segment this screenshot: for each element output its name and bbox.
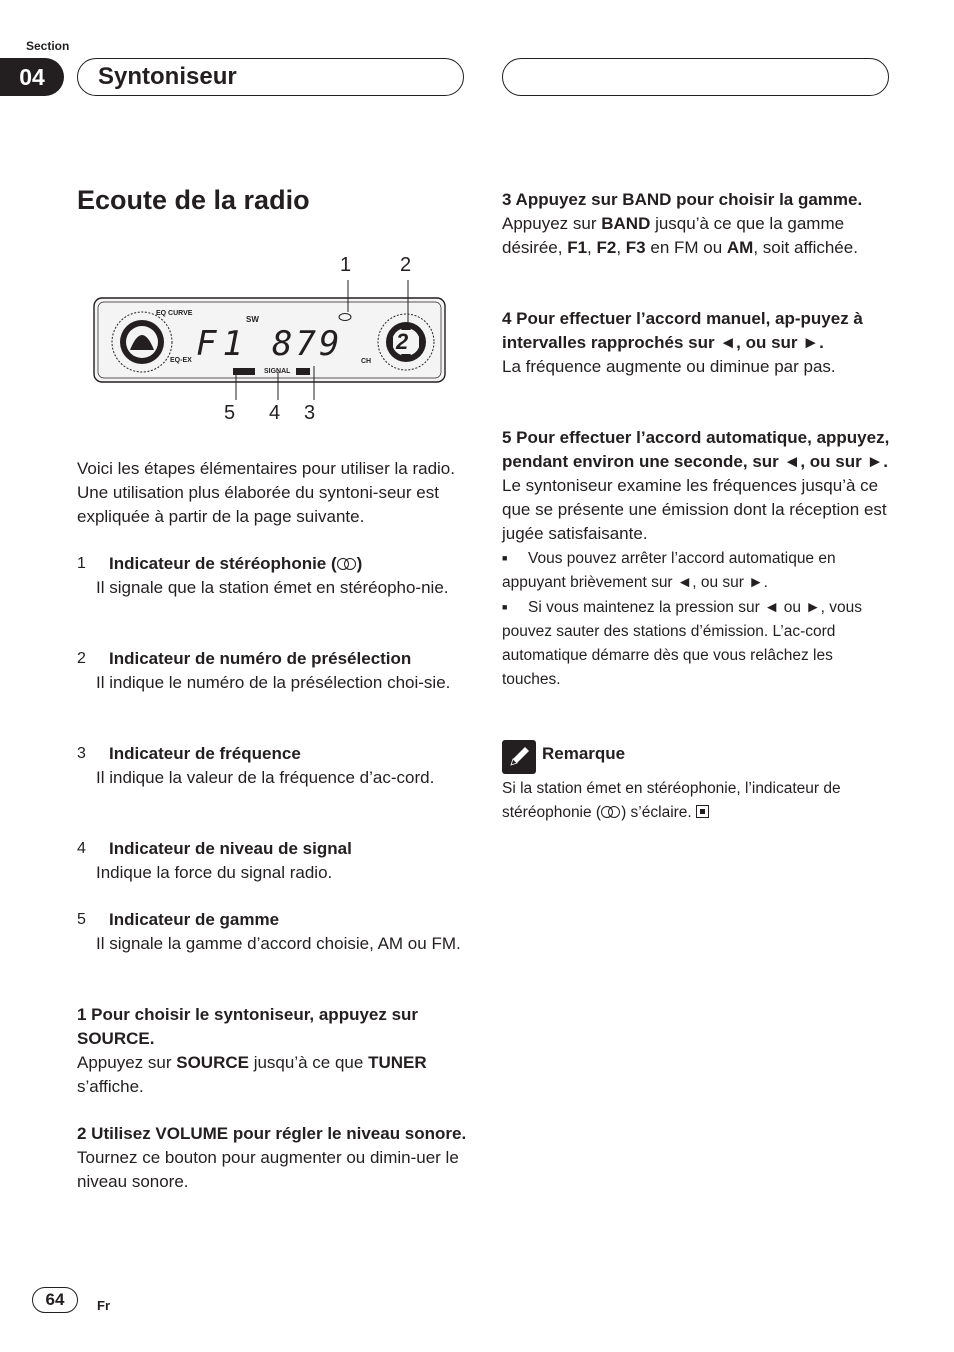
- eq-ex-label: EQ-EX: [170, 357, 192, 364]
- indicator-5-number: 5: [77, 911, 86, 928]
- stereo-icon: [601, 806, 621, 818]
- frequency-indicator: 879: [272, 324, 343, 364]
- eq-curve-label: EQ CURVE: [156, 310, 193, 317]
- step-2-heading: 2 Utilisez VOLUME pour régler le niveau sonore.: [77, 1124, 467, 1143]
- indicator-5: [77, 908, 467, 956]
- indicator-5-desc: Il signale la gamme d’accord choisie, AM ou FM.: [96, 934, 461, 953]
- section-number: 04: [0, 58, 64, 96]
- indicator-3: [77, 742, 467, 790]
- callout-5: 5: [224, 402, 236, 424]
- indicator-4: [77, 837, 467, 885]
- indicator-1-title: Indicateur de stéréophonie (: [109, 554, 337, 573]
- callout-4: 4: [269, 402, 281, 424]
- step-5-bullet-2: ■ Si vous maintenez la pression sur ◄ ou ►, vous pouvez sauter des stations d’émission. L’ac-cord automatique démarre dès que vous relâchez les touches.: [502, 595, 894, 692]
- callout-1: 1: [340, 254, 352, 276]
- step-3-heading: 3 Appuyez sur BAND pour choisir la gamme.: [502, 190, 863, 209]
- indicator-2-title: Indicateur de numéro de présélection: [109, 649, 412, 668]
- step-1-heading: 1 Pour choisir le syntoniseur, appuyez sur SOURCE.: [77, 1005, 419, 1048]
- step-4-body: La fréquence augmente ou diminue par pas.: [502, 357, 836, 376]
- indicator-1-title-end: ): [356, 554, 363, 573]
- chapter-title: Syntoniseur: [98, 63, 237, 90]
- page-title: Ecoute de la radio: [77, 185, 310, 215]
- chapter-title-frame: [77, 58, 464, 96]
- step-5: [502, 426, 894, 692]
- ch-label: CH: [361, 358, 372, 365]
- step-1: [77, 1003, 467, 1099]
- section-label: Section: [26, 39, 70, 53]
- note-label: Remarque: [542, 744, 626, 763]
- end-mark-icon: [696, 805, 709, 818]
- sw-label: SW: [246, 315, 259, 324]
- stereo-icon: [337, 558, 357, 570]
- indicator-3-title: Indicateur de fréquence: [109, 744, 301, 763]
- note-pencil-icon: [502, 740, 536, 774]
- band-indicator: F1: [196, 324, 249, 364]
- step-4: [502, 307, 894, 379]
- indicator-1: [77, 552, 467, 600]
- indicator-3-number: 3: [77, 745, 86, 762]
- note-text: [502, 777, 894, 825]
- indicator-1-number: 1: [77, 555, 86, 572]
- indicator-5-title: Indicateur de gamme: [109, 910, 280, 929]
- step-2: [77, 1122, 467, 1194]
- indicator-1-desc: Il signale que la station émet en stéréopho-nie.: [96, 578, 449, 597]
- step-4-heading: 4 Pour effectuer l’accord manuel, ap-puyez à intervalles rapprochés sur ◄, ou sur ►.: [502, 309, 863, 352]
- indicator-2: [77, 647, 467, 695]
- preset-indicator: 2: [396, 329, 409, 354]
- callout-2: 2: [400, 254, 412, 276]
- note-text-end: ) s’éclaire.: [621, 804, 692, 821]
- step-5-body: Le syntoniseur examine les fréquences jusqu’à ce que se présente une émission dont la réception est jugée satisfaisante.: [502, 476, 887, 543]
- step-3-body: Appuyez sur BAND jusqu’à ce que la gamme désirée, F1, F2, F3 en FM ou AM, soit affichée.: [502, 214, 858, 257]
- indicator-4-desc: Indique la force du signal radio.: [96, 863, 333, 882]
- language-code: Fr: [97, 1298, 110, 1313]
- step-5-bullet-1: ■ Vous pouvez arrêter l’accord automatique en appuyant brièvement sur ◄, ou sur ►.: [502, 546, 894, 595]
- indicator-2-number: 2: [77, 650, 86, 667]
- signal-label: SIGNAL: [264, 368, 291, 375]
- display-figure: [88, 250, 458, 430]
- indicator-3-desc: Il indique la valeur de la fréquence d’ac-cord.: [96, 768, 435, 787]
- step-1-body: Appuyez sur SOURCE jusqu’à ce que TUNER s’affiche.: [77, 1053, 427, 1096]
- step-3: [502, 188, 894, 260]
- step-5-heading: 5 Pour effectuer l’accord automatique, appuyez, pendant environ une seconde, sur ◄, ou sur ►.: [502, 428, 890, 471]
- empty-header-frame: [502, 58, 889, 96]
- callout-3: 3: [304, 402, 316, 424]
- note-text-start: Si la station émet en stéréophonie, l’indicateur de stéréophonie (: [502, 780, 841, 821]
- indicator-2-desc: Il indique le numéro de la présélection choi-sie.: [96, 673, 451, 692]
- intro-text: Voici les étapes élémentaires pour utiliser la radio. Une utilisation plus élaborée du syntoni-seur est expliquée à partir de la page suivante.: [77, 459, 455, 526]
- page-number: 64: [32, 1287, 78, 1313]
- indicator-4-title: Indicateur de niveau de signal: [109, 839, 352, 858]
- indicator-4-number: 4: [77, 840, 86, 857]
- step-2-body: Tournez ce bouton pour augmenter ou dimin-uer le niveau sonore.: [77, 1148, 459, 1191]
